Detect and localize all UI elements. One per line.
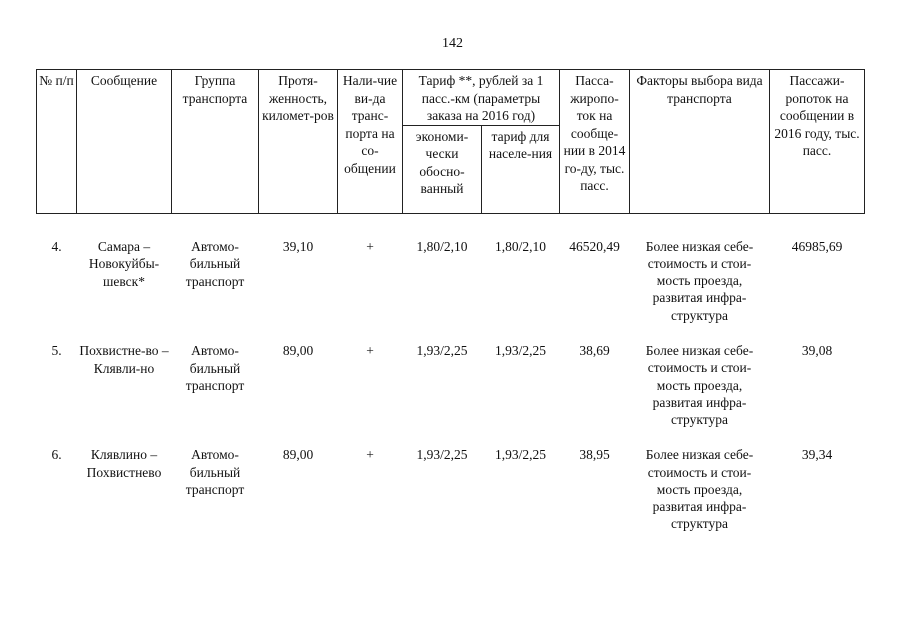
- header-flow-2014: Пасса-жиропо-ток на сообще-нии в 2014 го-ду, тыс. пасс.: [560, 70, 630, 214]
- row-route: Самара – Новокуйбы-шевск*: [88, 238, 160, 289]
- row-tariff-econ: 1,93/2,25: [416, 447, 468, 463]
- row-availability: +: [366, 238, 374, 254]
- header-tariff-econ: экономи-чески обосно-ванный: [403, 125, 482, 213]
- row-route: Клявлино – Похвистнево: [86, 447, 162, 480]
- row-availability: +: [366, 342, 374, 358]
- table-row: [37, 446, 865, 532]
- row-group: Автомо-бильный транспорт: [185, 238, 245, 289]
- header-flow-2016: Пассажи-ропоток на сообщении в 2016 году, тыс. пасс.: [770, 70, 865, 214]
- row-availability: +: [366, 447, 374, 463]
- header-factors: Факторы выбора вида транспорта: [630, 70, 770, 214]
- header-group: Группа транспорта: [172, 70, 259, 214]
- row-group: Автомо-бильный транспорт: [185, 447, 245, 498]
- row-group: Автомо-бильный транспорт: [185, 342, 245, 394]
- row-flow-2014: 38,69: [579, 342, 610, 358]
- row-factors: Более низкая себе-стоимость и стои-мость проезда, развитая инфра-структура: [645, 447, 754, 532]
- header-tariff-pop: тариф для населе-ния: [482, 125, 560, 213]
- row-length: 39,10: [282, 238, 314, 254]
- row-length: 89,00: [282, 342, 314, 358]
- page-number: 142: [442, 36, 463, 51]
- row-flow-2016: 39,08: [801, 342, 833, 358]
- row-tariff-pop: 1,80/2,10: [494, 238, 546, 254]
- header-tariff: Тариф **, рублей за 1 пасс.-км (параметры заказа на 2016 год): [403, 70, 560, 126]
- row-tariff-econ: 1,93/2,25: [416, 342, 468, 358]
- row-tariff-pop: 1,93/2,25: [494, 447, 546, 463]
- header-num: № п/п: [37, 70, 77, 214]
- table-row: [37, 238, 865, 324]
- row-num: 5.: [51, 342, 62, 358]
- transport-table: [36, 69, 865, 533]
- row-flow-2016: 39,34: [801, 447, 833, 463]
- header-route: Сообщение: [77, 70, 172, 214]
- row-tariff-econ: 1,80/2,10: [416, 238, 468, 254]
- row-length: 89,00: [282, 447, 314, 463]
- row-flow-2014: 46520,49: [569, 238, 620, 254]
- row-flow-2016: 46985,69: [791, 238, 843, 254]
- row-num: 4.: [51, 238, 62, 254]
- row-num: 6.: [51, 447, 62, 463]
- row-factors: Более низкая себе-стоимость и стои-мость проезда, развитая инфра-структура: [645, 238, 754, 323]
- table-row: [37, 342, 865, 428]
- header-availability: Нали-чие ви-да транс-порта на со-общении: [338, 70, 403, 214]
- header-length: Протя-женность, километ-ров: [259, 70, 338, 214]
- row-flow-2014: 38,95: [579, 447, 610, 463]
- row-factors: Более низкая себе-стоимость и стои-мость проезда, развитая инфра-структура: [645, 342, 754, 428]
- row-tariff-pop: 1,93/2,25: [494, 342, 546, 358]
- row-route: Похвистне-во – Клявли-но: [79, 342, 169, 376]
